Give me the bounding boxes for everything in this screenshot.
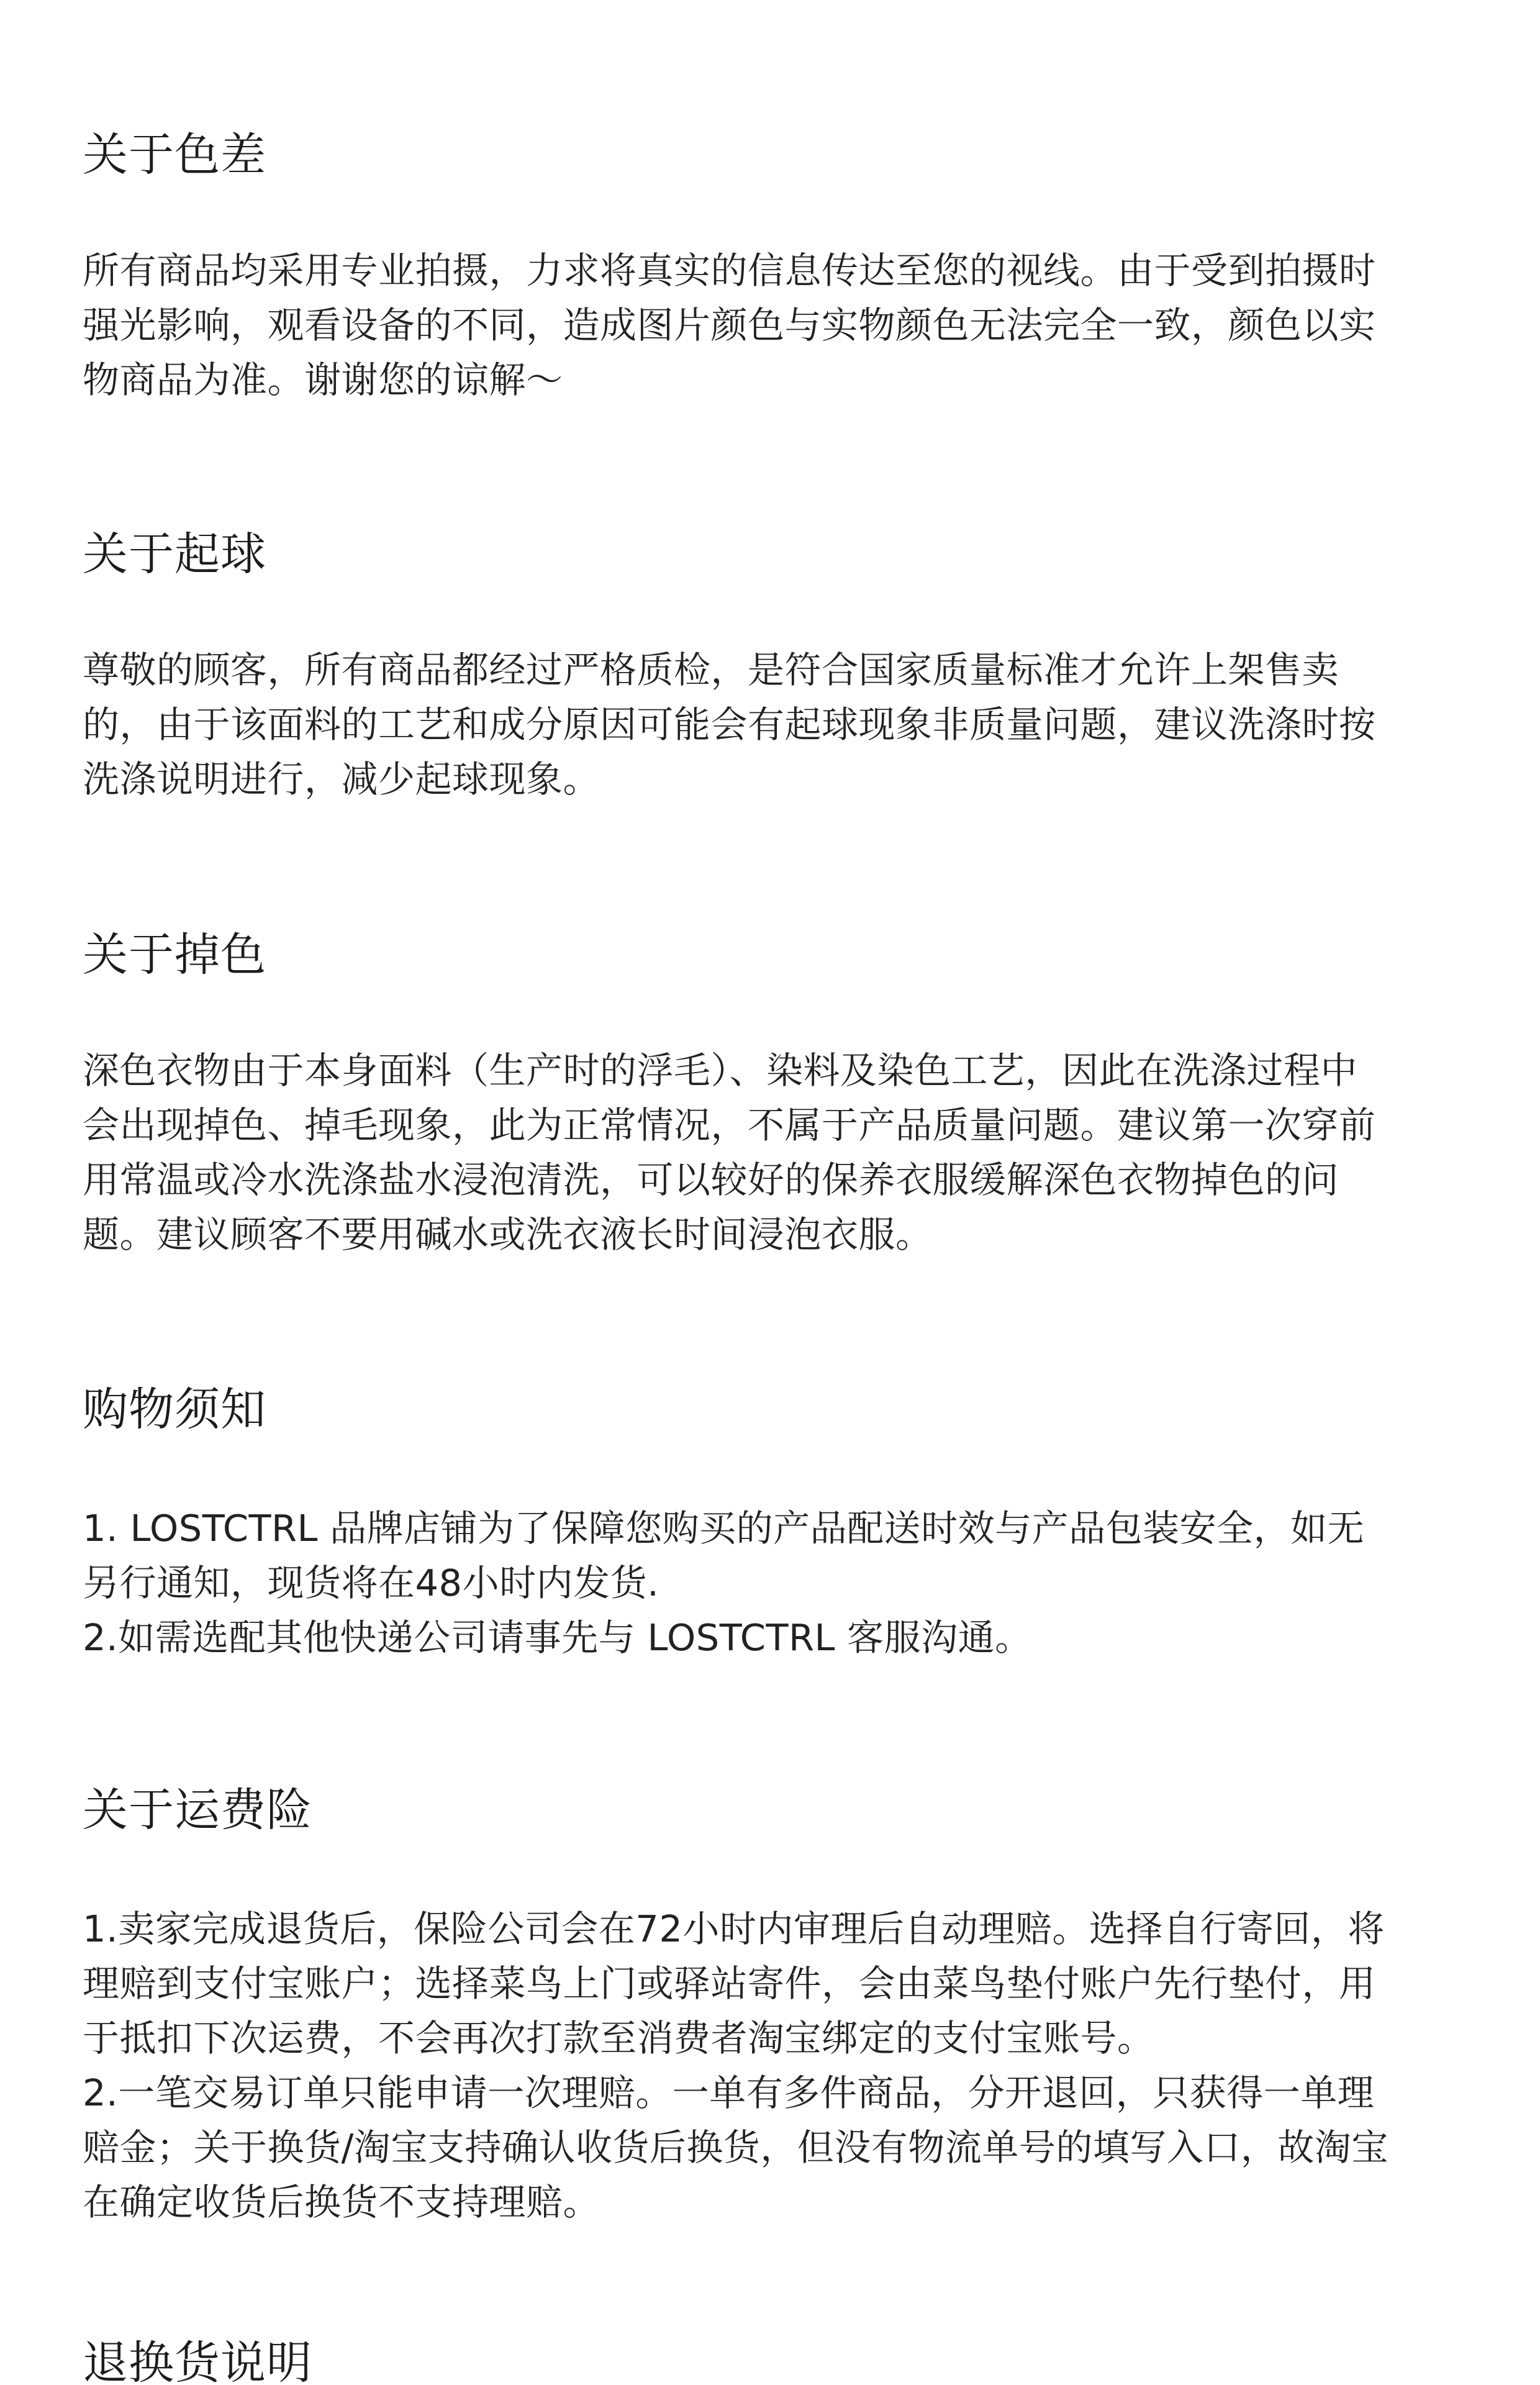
section-body	[83, 243, 1461, 407]
text-line: 1. LOSTCTRL 品牌店铺为了保障您购买的产品配送时效与产品包装安全，如无	[83, 1507, 1365, 1550]
text-line: 于抵扣下次运费，不会再次打款至消费者淘宝绑定的支付宝账号。	[83, 2017, 1154, 2060]
text-line: 用常温或冷水洗涤盐水浸泡清洗，可以较好的保养衣服缓解深色衣物掉色的问	[83, 1158, 1339, 1201]
section-shipping-insurance	[83, 1783, 1461, 2224]
section-pilling	[83, 527, 1461, 801]
section-heading: 退换货说明	[83, 2337, 312, 2385]
section-heading: 关于掉色	[83, 929, 266, 981]
text-line: 另行通知，现货将在48小时内发货.	[83, 1561, 659, 1604]
text-line: 物商品为准。谢谢您的谅解～	[83, 358, 563, 401]
text-line: 的，由于该面料的工艺和成分原因可能会有起球现象非质量问题，建议洗涤时按	[83, 703, 1376, 746]
text-line: 洗涤说明进行，减少起球现象。	[83, 758, 600, 801]
section-body	[83, 1043, 1461, 1262]
text-line: 2.如需选配其他快递公司请事先与 LOSTCTRL 客服沟通。	[83, 1616, 1032, 1659]
section-body	[83, 1902, 1461, 2230]
text-line: 会出现掉色、掉毛现象，此为正常情况，不属于产品质量问题。建议第一次穿前	[83, 1104, 1376, 1147]
text-line: 赔金；关于换货/淘宝支持确认收货后换货，但没有物流单号的填写入口，故淘宝	[83, 2126, 1388, 2169]
section-heading: 购物须知	[83, 1383, 266, 1436]
text-line: 2.一笔交易订单只能申请一次理赔。一单有多件商品，分开退回，只获得一单理	[83, 2071, 1375, 2114]
text-line: 理赔到支付宝账户；选择菜鸟上门或驿站寄件，会由菜鸟垫付账户先行垫付，用	[83, 1962, 1376, 2005]
section-heading: 关于起球	[83, 528, 266, 581]
text-line: 强光影响，观看设备的不同，造成图片颜色与实物颜色无法完全一致，颜色以实	[83, 304, 1376, 347]
section-body	[83, 1501, 1461, 1665]
section-body	[83, 643, 1461, 807]
text-line: 深色衣物由于本身面料（生产时的浮毛）、染料及染色工艺，因此在洗涤过程中	[83, 1049, 1358, 1092]
text-line: 1.卖家完成退货后，保险公司会在72小时内审理后自动理赔。选择自行寄回，将	[83, 1907, 1385, 1950]
section-color-fading	[83, 927, 1461, 1256]
text-line: 尊敬的顾客，所有商品都经过严格质检，是符合国家质量标准才允许上架售卖	[83, 648, 1339, 691]
section-shopping-notice	[83, 1382, 1461, 1659]
section-heading: 关于运费险	[83, 1784, 312, 1837]
section-return-exchange	[83, 2335, 1461, 2385]
text-line: 题。建议顾客不要用碱水或洗衣液长时间浸泡衣服。	[83, 1213, 933, 1256]
text-line: 所有商品均采用专业拍摄，力求将真实的信息传达至您的视线。由于受到拍摄时	[83, 249, 1376, 292]
section-heading: 关于色差	[83, 129, 266, 181]
section-color-difference	[83, 127, 1461, 401]
text-line: 在确定收货后换货不支持理赔。	[83, 2181, 600, 2224]
